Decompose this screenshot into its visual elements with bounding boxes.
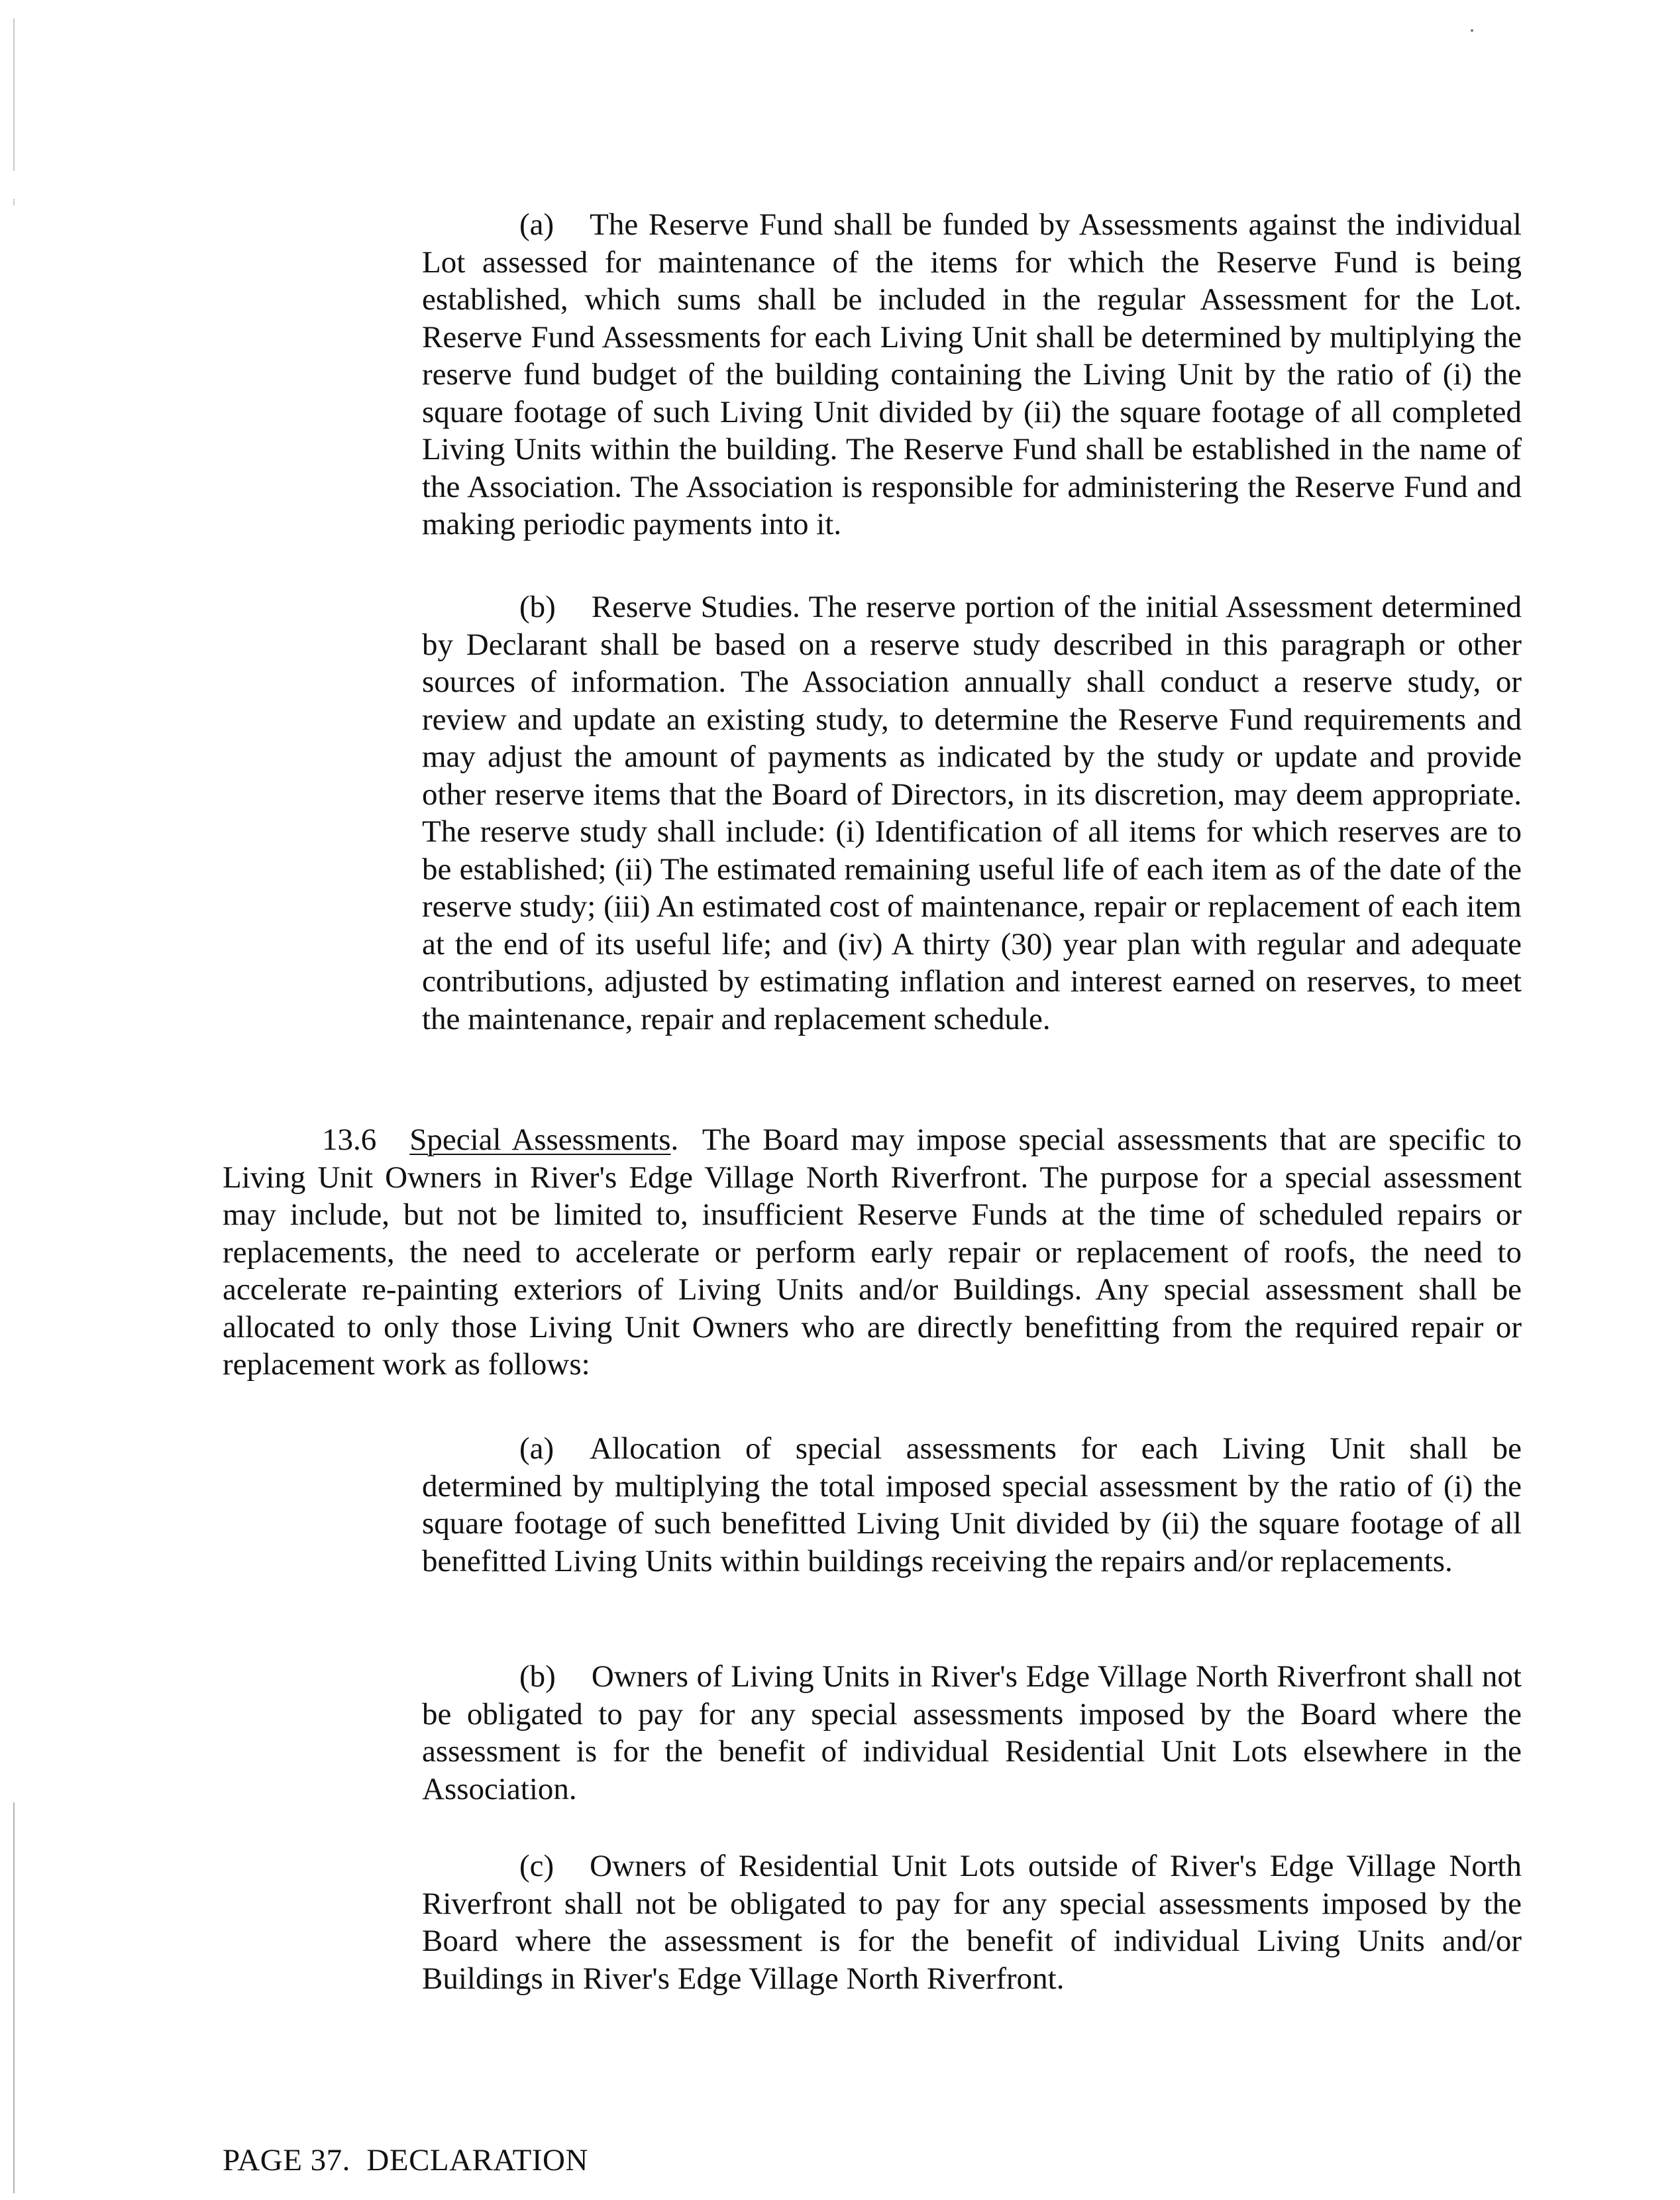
subsection-label: (c): [519, 1849, 554, 1883]
scan-edge-mark: [13, 1802, 15, 2193]
scan-edge-mark: [13, 19, 15, 171]
section-heading: Special Assessments: [409, 1123, 671, 1157]
paragraph-text: Reserve Studies. The reserve portion of the initial Assessment determined by Declarant shall be based on a reserve study described in this paragraph or other sources of information. The Association annually shall conduct a reserve study, or review and update an existing study, to determine the Reserve Fund requirements and may adjust the amount of payments as indicated by the study or update and provide other reserve items that the Board of Directors, in its discretion, may deem appropriate. The reserve study shall include: (i) Identification of all items for which reserves are to be established; (ii) The estimated remaining useful life of each item as of the date of the reserve study; (iii) An estimated cost of maintenance, repair or replacement of each item at the end of its useful life; and (iv) A thirty (30) year plan with regular and adequate contributions, adjusted by estimating inflation and interest earned on reserves, to meet the maintenance, repair and replacement schedule.: [422, 590, 1522, 1036]
paragraph-reserve-studies-b: [422, 588, 1522, 1038]
paragraph-special-a: [422, 1430, 1522, 1580]
paragraph-reserve-fund-a: [422, 206, 1522, 543]
paragraph-text: The Reserve Fund shall be funded by Assessments against the individual Lot assessed for maintenance of the items for which the Reserve Fund is being established, which sums shall be included in the regular Assessment for the Lot. Reserve Fund Assessments for each Living Unit shall be determined by multiplying the reserve fund budget of the building containing the Living Unit by the ratio of (i) the square footage of such Living Unit divided by (ii) the square footage of all completed Living Units within the building. The Reserve Fund shall be established in the name of the Association. The Association is responsible for administering the Reserve Fund and making periodic payments into it.: [422, 207, 1522, 541]
scan-speck: [1471, 29, 1473, 32]
paragraph-special-c: [422, 1847, 1522, 1997]
page-footer: PAGE 37. DECLARATION: [223, 2143, 588, 2177]
section-heading-punct: .: [670, 1123, 679, 1157]
paragraph-text: The Board may impose special assessments that are specific to Living Unit Owners in River's Edge Village North Riverfront. The purpose for a special assessment may include, but not be limited to, insufficient Reserve Funds at the time of scheduled repairs or replacements, the need to accelerate or perform early repair or replacement of roofs, the need to accelerate re-painting exteriors of Living Units and/or Buildings. Any special assessment shall be allocated to only those Living Unit Owners who are directly benefitting from the required repair or replacement work as follows:: [223, 1123, 1522, 1382]
paragraph-special-b: [422, 1658, 1522, 1808]
subsection-label: (a): [519, 207, 554, 242]
subsection-label: (b): [519, 1659, 556, 1694]
paragraph-text: Allocation of special assessments for each Living Unit shall be determined by multiplying the total imposed special assessment by the ratio of (i) the square footage of such benefitted Living Unit divided by (ii) the square footage of all benefitted Living Units within buildings receiving the repairs and/or replacements.: [422, 1431, 1522, 1578]
section-13-6-special-assessments: [223, 1121, 1522, 1384]
subsection-label: (a): [519, 1431, 554, 1466]
paragraph-text: Owners of Residential Unit Lots outside of River's Edge Village North Riverfront shall not be obligated to pay for any special assessments imposed by the Board where the assessment is for the benefit of individual Living Units and/or Buildings in River's Edge Village North Riverfront.: [422, 1849, 1522, 1996]
subsection-label: (b): [519, 590, 556, 624]
scan-edge-mark: [13, 199, 15, 205]
paragraph-text: Owners of Living Units in River's Edge Village North Riverfront shall not be obligated to pay for any special assessments imposed by the Board where the assessment is for the benefit of individual Residential Unit Lots elsewhere in the Association.: [422, 1659, 1522, 1806]
section-number: 13.6: [322, 1123, 377, 1157]
